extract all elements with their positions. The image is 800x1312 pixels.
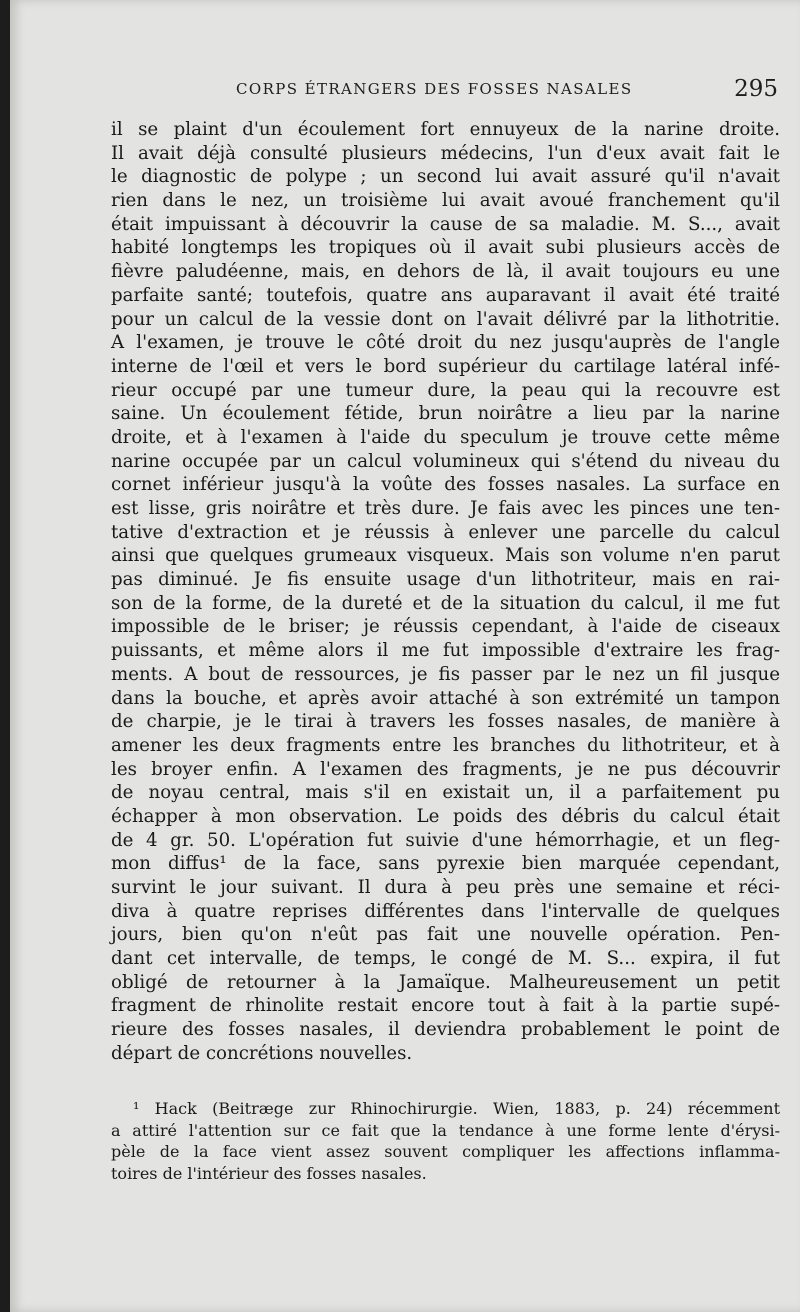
text-line: cornet inférieur jusqu'à la voûte des fosses nasales. La surface en [111, 474, 780, 496]
book-page [10, 0, 800, 1312]
page-number: 295 [734, 76, 778, 102]
text-line: pas diminué. Je fis ensuite usage d'un lithotriteur, mais en rai- [111, 569, 780, 591]
text-line: fragment de rhinolite restait encore tout à fait à la partie supé- [111, 995, 780, 1017]
text-line: départ de concrétions nouvelles. [111, 1042, 413, 1064]
text-line: mon diffus¹ de la face, sans pyrexie bien marquée cependant, [111, 853, 780, 875]
text-line: diva à quatre reprises différentes dans l'intervalle de quelques [111, 900, 780, 922]
text-line: rieure des fosses nasales, il deviendra probablement le point de [111, 1019, 780, 1041]
text-line: tative d'extraction et je réussis à enlever une parcelle du calcul [111, 521, 780, 543]
text-line: de 4 gr. 50. L'opération fut suivie d'une hémorrhagie, et un fleg- [111, 829, 780, 851]
footnote-line: toires de l'intérieur des fosses nasales. [111, 1163, 427, 1183]
text-line: ments. A bout de ressources, je fis passer par le nez un fil jusque [111, 663, 780, 685]
text-line: habité longtemps les tropiques où il avait subi plusieurs accès de [111, 237, 780, 259]
text-line: amener les deux fragments entre les branches du lithotriteur, et à [111, 734, 780, 756]
running-head: CORPS ÉTRANGERS DES FOSSES NASALES [236, 80, 633, 98]
text-line: était impuissant à découvrir la cause de sa maladie. M. S..., avait [111, 213, 780, 235]
text-line: est lisse, gris noirâtre et très dure. Je fais avec les pinces une ten- [111, 498, 780, 519]
footnote [111, 1098, 780, 1184]
text-line: échapper à mon observation. Le poids des débris du calcul était [111, 805, 780, 827]
text-line: son de la forme, de la dureté et de la situation du calcul, il me fut [111, 592, 780, 614]
text-line: jours, bien qu'on n'eût pas fait une nouvelle opération. Pen- [111, 924, 780, 946]
text-line: fièvre paludéenne, mais, en dehors de là, il avait toujours eu une [111, 261, 780, 283]
text-line: droite, et à l'examen à l'aide du speculum je trouve cette même [111, 426, 780, 448]
text-line: il se plaint d'un écoulement fort ennuyeux de la narine droite. [111, 119, 780, 140]
text-line: puissants, et même alors il me fut impossible d'extraire les frag- [111, 640, 780, 662]
text-line: survint le jour suivant. Il dura à peu près une semaine et réci- [111, 877, 780, 898]
text-line: impossible de le briser; je réussis cependant, à l'aide de ciseaux [111, 616, 780, 638]
text-line: narine occupée par un calcul volumineux qui s'étend du niveau du [111, 450, 780, 472]
footnote-line: a attiré l'attention sur ce fait que la tendance à une forme lente d'érysi- [111, 1120, 780, 1140]
text-line: interne de l'œil et vers le bord supérieur du cartilage latéral infé- [111, 355, 780, 377]
text-line: ainsi que quelques grumeaux visqueux. Mais son volume n'en parut [111, 545, 780, 567]
text-line: de noyau central, mais s'il en existait un, il a parfaitement pu [111, 782, 780, 804]
text-line: pour un calcul de la vessie dont on l'avait délivré par la lithotritie. [111, 308, 780, 330]
page-header [106, 76, 780, 110]
text-line: de charpie, je le tirai à travers les fosses nasales, de manière à [111, 711, 780, 733]
text-line: Il avait déjà consulté plusieurs médecins, l'un d'eux avait fait le [111, 142, 780, 164]
text-line: rien dans le nez, un troisième lui avait avoué franchement qu'il [111, 190, 780, 212]
text-line: A l'examen, je trouve le côté droit du nez jusqu'auprès de l'angle [111, 332, 780, 354]
body-text [111, 118, 780, 1066]
text-line: saine. Un écoulement fétide, brun noirâtre a lieu par la narine [111, 403, 780, 425]
text-line: parfaite santé; toutefois, quatre ans auparavant il avait été traité [111, 284, 780, 306]
footnote-line: ¹ Hack (Beitræge zur Rhinochirurgie. Wien, 1883, p. 24) récemment [133, 1099, 780, 1118]
text-line: le diagnostic de polype ; un second lui avait assuré qu'il n'avait [111, 166, 780, 188]
footnote-line: pèle de la face vient assez souvent compliquer les affections inflamma- [111, 1142, 780, 1161]
text-line: rieur occupé par une tumeur dure, la peau qui la recouvre est [111, 379, 780, 401]
text-line: les broyer enfin. A l'examen des fragments, je ne pus découvrir [111, 758, 780, 780]
text-line: dant cet intervalle, de temps, le congé de M. S... expira, il fut [111, 948, 780, 970]
text-line: obligé de retourner à la Jamaïque. Malheureusement un petit [111, 971, 780, 993]
text-line: dans la bouche, et après avoir attaché à son extrémité un tampon [111, 687, 780, 709]
